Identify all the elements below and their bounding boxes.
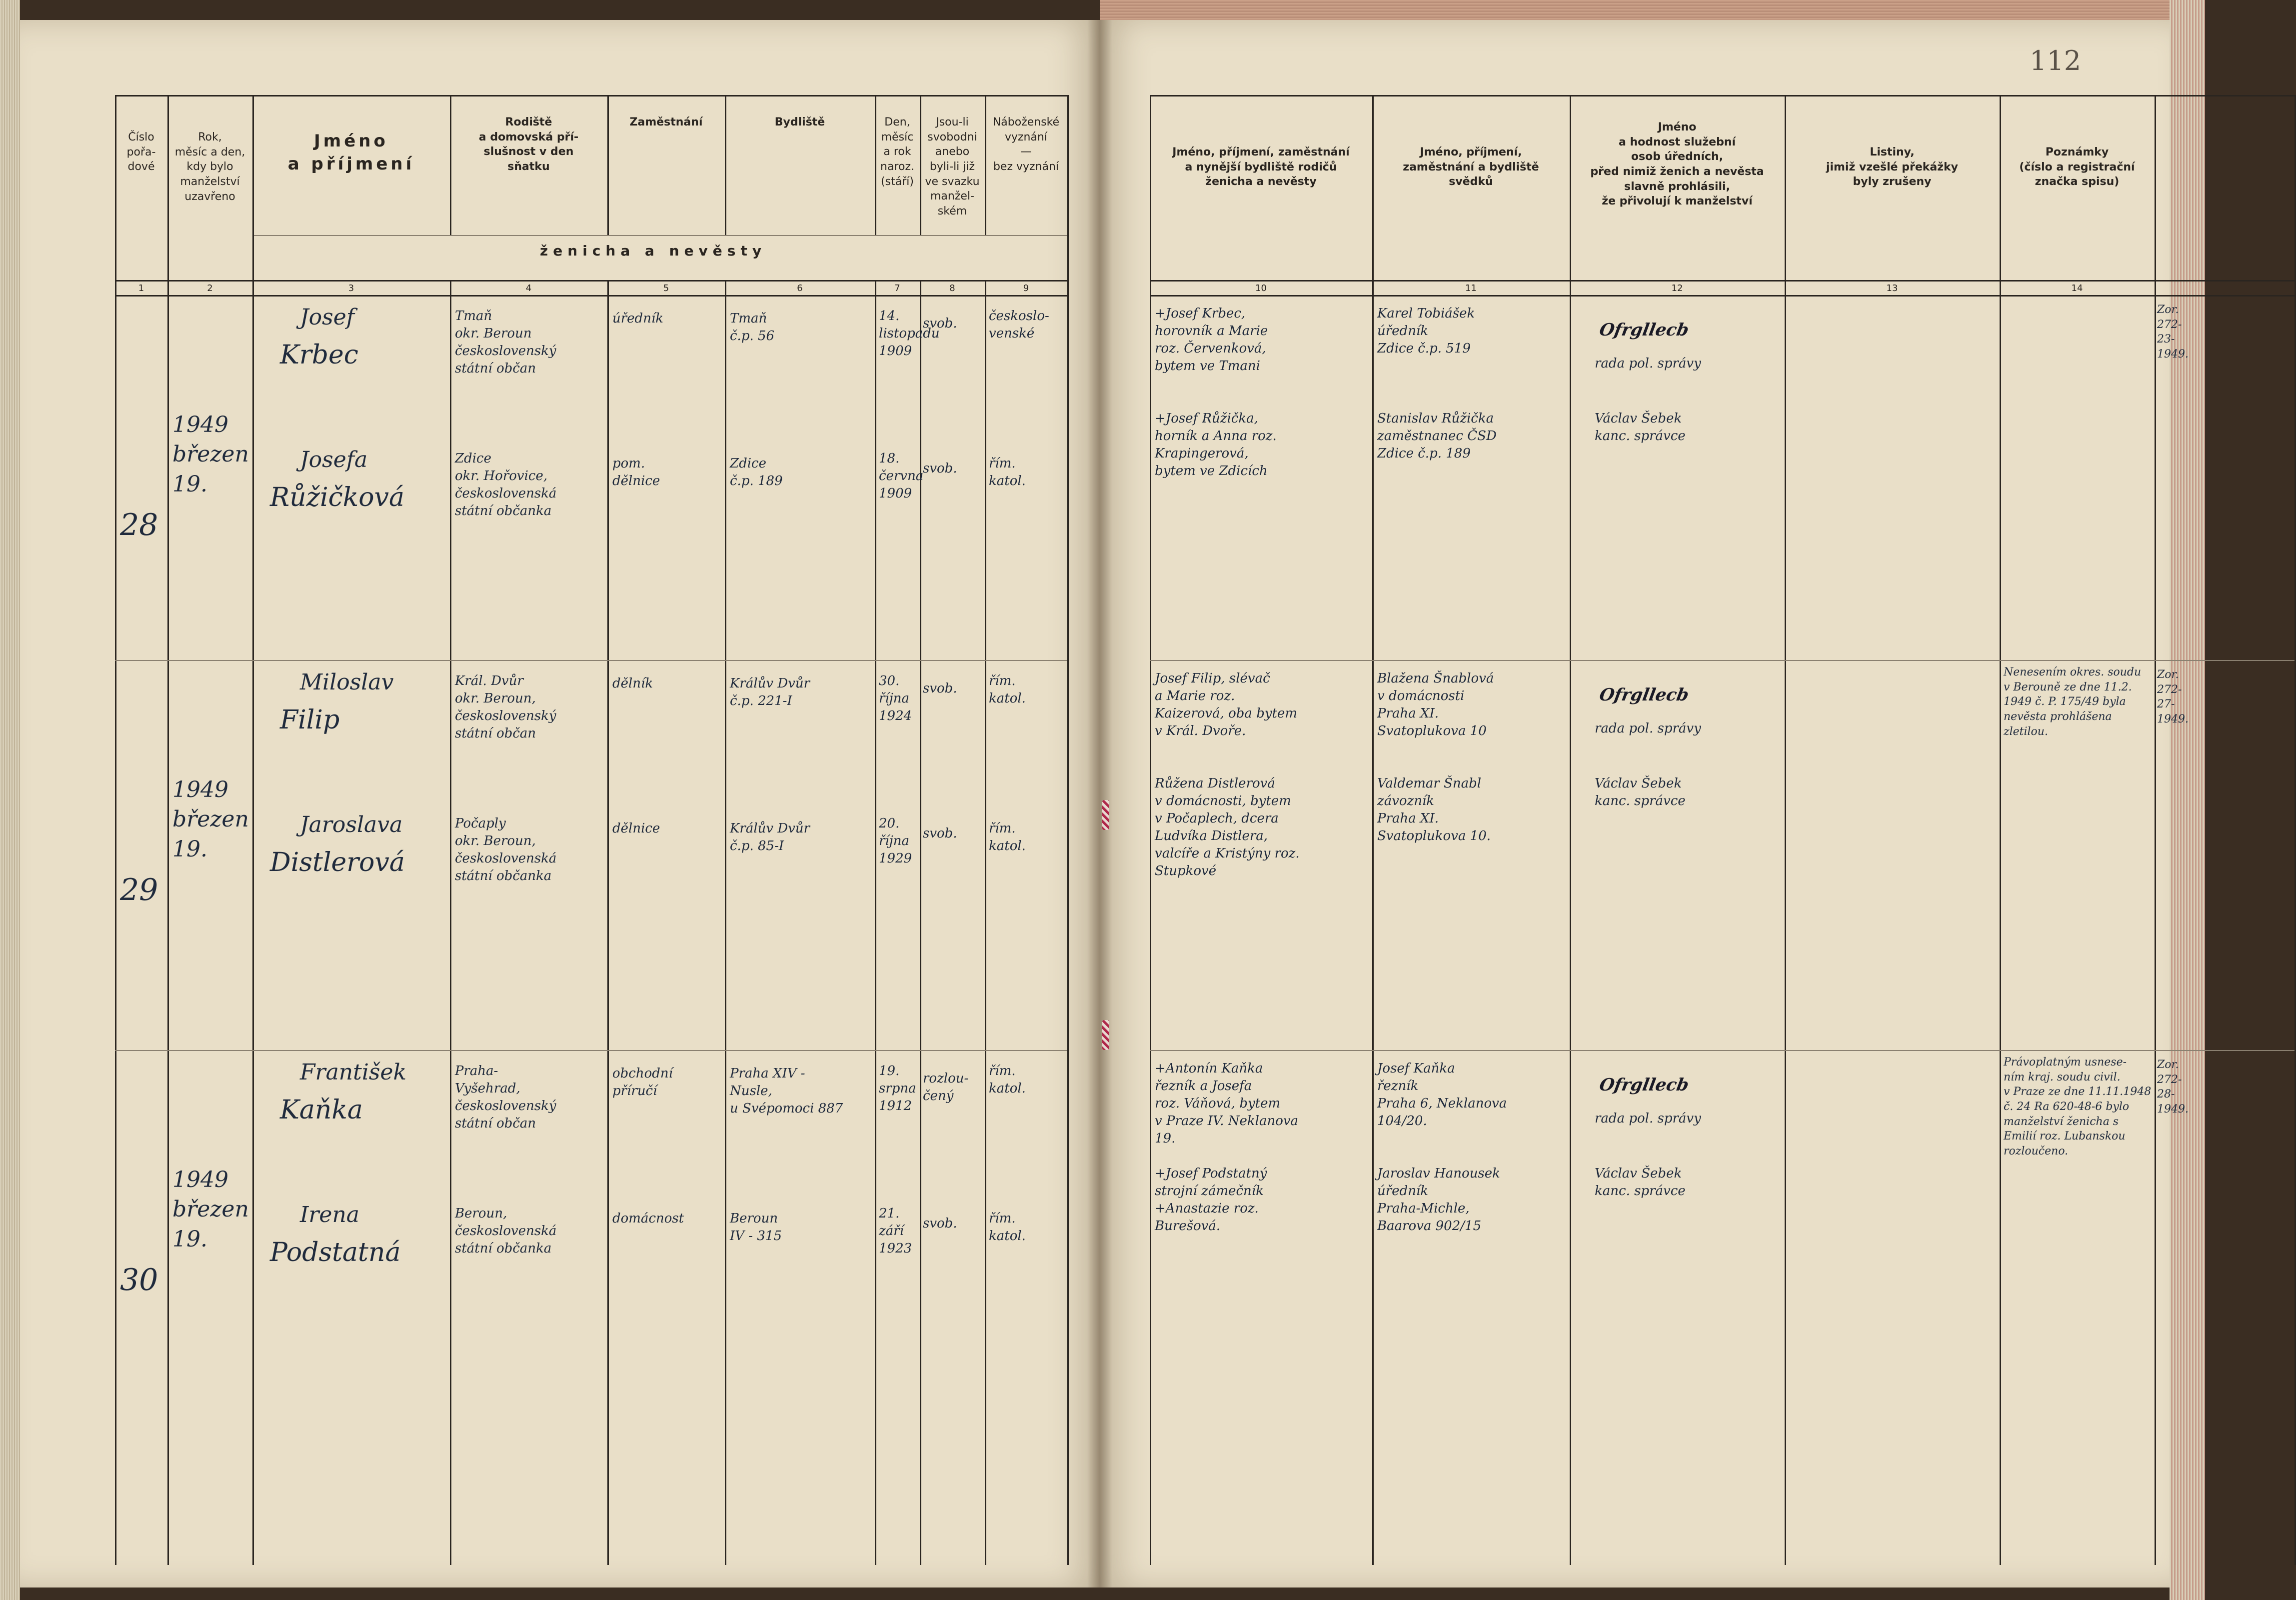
- groom-last-name: Filip: [280, 705, 340, 735]
- groom-marital-status: rozlou- čený: [923, 1071, 969, 1104]
- column-number: 10: [1255, 283, 1267, 294]
- bride-religion: řím. katol.: [989, 1211, 1026, 1244]
- bride-birthplace: Beroun, československá státní občanka: [455, 1206, 557, 1256]
- header-c8: Jsou-li svobodni anebo byli-li již ve svazku manžel- ském: [925, 116, 980, 218]
- rule-line: [115, 660, 1067, 661]
- column-number: 4: [525, 283, 532, 294]
- header-c3: Jméno a příjmení: [287, 131, 415, 174]
- column-line: [450, 95, 451, 235]
- column-number: 9: [1023, 283, 1029, 294]
- official-role: rada pol. správy: [1595, 1111, 1701, 1126]
- column-line: [607, 95, 609, 235]
- groom-residence: Praha XIV - Nusle, u Svépomoci 887: [730, 1066, 843, 1116]
- header-c14: Poznámky (číslo a registrační značka spisu): [2019, 146, 2135, 188]
- marriage-date: 1949 březen 19.: [172, 777, 249, 862]
- column-line: [450, 281, 451, 1565]
- remarks-spis: Zor. 272-23-1949.: [2157, 304, 2189, 361]
- groom-birthdate: 14. listopadu 1909: [879, 308, 940, 359]
- column-line: [725, 281, 726, 1565]
- remarks-spis: Zor. 272-27-1949.: [2157, 668, 2189, 726]
- column-number: 11: [1465, 283, 1477, 294]
- clerk-signature: Václav Šebek kanc. správce: [1595, 411, 1686, 444]
- bride-last-name: Distlerová: [270, 848, 405, 878]
- rule-line: [115, 1050, 1067, 1051]
- groom-parents: +Josef Krbec, horovník a Marie roz. Červenková, bytem ve Tmani: [1155, 306, 1268, 374]
- rule-line: [1150, 280, 2295, 282]
- column-line: [252, 95, 254, 1565]
- marriage-date: 1949 březen 19.: [172, 1167, 249, 1252]
- bride-birthdate: 21. září 1923: [879, 1206, 912, 1256]
- groom-marital-status: svob.: [923, 681, 957, 696]
- groom-parents: Josef Filip, slévač a Marie roz. Kaizerová, oba bytem v Král. Dvoře.: [1155, 671, 1298, 739]
- header-c6: Bydliště: [774, 116, 825, 128]
- header-c1: Číslo pořa- dové: [126, 131, 156, 174]
- groom-first-name: Miloslav: [300, 670, 394, 695]
- groom-first-name: František: [300, 1060, 407, 1085]
- column-line: [115, 95, 116, 1565]
- column-line: [1150, 95, 1151, 1565]
- official-signature: Ofrgllecb: [1598, 685, 1691, 705]
- groom-birthplace: Praha- Vyšehrad, československý státní občan: [455, 1064, 556, 1132]
- bride-first-name: Josefa: [300, 447, 368, 472]
- column-line: [607, 281, 609, 1565]
- header-c13: Listiny, jimiž vzešlé překážky byly zrušeny: [1826, 146, 1959, 188]
- groom-birthplace: Král. Dvůr okr. Beroun, československý státní občan: [455, 674, 556, 742]
- bride-parents: Růžena Distlerová v domácnosti, bytem v Počaplech, dcera Ludvíka Distlera, valcíře a Kristýny roz. Stupkové: [1155, 776, 1300, 879]
- header-c4: Rodiště a domovská pří- slušnost v den sňatku: [478, 116, 579, 174]
- groom-residence: Králův Dvůr č.p. 221-I: [730, 676, 810, 709]
- bride-residence: Beroun IV - 315: [730, 1211, 782, 1244]
- column-line: [875, 95, 876, 235]
- groom-first-name: Josef: [300, 304, 355, 330]
- rule-line: [1150, 295, 2295, 296]
- column-line: [1372, 95, 1374, 1565]
- column-line: [2155, 95, 2156, 1565]
- groom-last-name: Krbec: [280, 340, 358, 370]
- groom-occupation: obchodní příručí: [612, 1066, 673, 1099]
- binding-thread: [1102, 800, 1109, 830]
- groom-occupation: dělník: [612, 676, 653, 691]
- bride-birthplace: Počaply okr. Beroun, československá státní občanka: [455, 816, 557, 884]
- column-line: [920, 95, 921, 235]
- left-page: [20, 20, 1100, 1588]
- page-number: 112: [2030, 45, 2082, 76]
- official-role: rada pol. správy: [1595, 356, 1701, 371]
- official-signature: Ofrgllecb: [1598, 1075, 1691, 1095]
- witness-1: Josef Kaňka řezník Praha 6, Neklanova 104/20.: [1377, 1061, 1507, 1129]
- entry-number: 28: [120, 508, 158, 542]
- groom-birthplace: Tmaň okr. Beroun československý státní občan: [455, 308, 556, 376]
- rule-line: [1150, 95, 2295, 96]
- groom-religion: řím. katol.: [989, 674, 1026, 706]
- column-number: 5: [663, 283, 669, 294]
- documents-note: Právoplatným usnese- ním kraj. soudu civil. v Praze ze dne 11.11.1948 č. 24 Ra 620-48-6 bylo manželství ženicha s Emilií roz. Lubanskou rozloučeno.: [2004, 1056, 2152, 1158]
- bride-occupation: dělnice: [612, 821, 660, 836]
- official-role: rada pol. správy: [1595, 721, 1701, 736]
- bride-marital-status: svob.: [923, 826, 957, 841]
- rule-line: [115, 280, 1067, 282]
- rule-line: [1150, 660, 2295, 661]
- rule-line: [252, 235, 1067, 236]
- column-line: [1570, 95, 1571, 1565]
- bride-parents: +Josef Růžička, horník a Anna roz. Krapingerová, bytem ve Zdicích: [1155, 411, 1277, 479]
- bride-residence: Králův Dvůr č.p. 85-I: [730, 821, 810, 854]
- bride-marital-status: svob.: [923, 1216, 957, 1231]
- page-edges-top: [1100, 0, 2170, 20]
- page-edges-left: [0, 0, 20, 1600]
- bride-residence: Zdice č.p. 189: [730, 456, 783, 489]
- header-c11: Jméno, příjmení, zaměstnání a bydliště svědků: [1403, 146, 1539, 188]
- column-line: [985, 95, 986, 235]
- bride-birthplace: Zdice okr. Hořovice, československá státní občanka: [455, 451, 557, 519]
- column-number: 6: [797, 283, 803, 294]
- bride-parents: +Josef Podstatný strojní zámečník +Anastazie roz. Burešová.: [1155, 1166, 1267, 1234]
- column-line: [1785, 95, 1786, 1565]
- clerk-signature: Václav Šebek kanc. správce: [1595, 1166, 1686, 1199]
- bride-occupation: domácnost: [612, 1211, 684, 1226]
- column-number: 8: [949, 283, 955, 294]
- bride-occupation: pom. dělnice: [612, 456, 660, 489]
- entry-number: 29: [120, 872, 158, 908]
- bride-first-name: Jaroslava: [300, 812, 403, 838]
- bride-birthdate: 20. října 1929: [879, 816, 912, 866]
- header-c2: Rok, měsíc a den, kdy bylo manželství uzavřeno: [174, 131, 245, 203]
- witness-2: Jaroslav Hanousek úředník Praha-Michle, Baarova 902/15: [1377, 1166, 1500, 1234]
- column-number: 1: [138, 283, 144, 294]
- column-line: [1067, 95, 1069, 1565]
- binding-thread: [1102, 1020, 1109, 1050]
- header-c10: Jméno, příjmení, zaměstnání a nynější bydliště rodičů ženicha a nevěsty: [1172, 146, 1350, 188]
- header-group-label: ženicha a nevěsty: [540, 242, 767, 259]
- groom-residence: Tmaň č.p. 56: [730, 311, 775, 344]
- header-c12: Jméno a hodnost služební osob úředních, před nimiž ženich a nevěsta slavně prohlásili, že přivolují k manželství: [1590, 121, 1764, 208]
- remarks-spis: Zor. 272-28-1949.: [2157, 1058, 2189, 1116]
- column-line: [985, 281, 986, 1565]
- official-signature: Ofrgllecb: [1598, 320, 1691, 340]
- groom-marital-status: svob.: [923, 316, 957, 331]
- witness-1: Blažena Šnablová v domácnosti Praha XI. Svatoplukova 10: [1377, 671, 1494, 739]
- column-number: 14: [2071, 283, 2083, 294]
- bride-first-name: Irena: [300, 1202, 360, 1228]
- groom-religion: českoslo- venské: [989, 308, 1049, 342]
- bride-religion: řím. katol.: [989, 456, 1026, 489]
- groom-parents: +Antonín Kaňka řezník a Josefa roz. Váňová, bytem v Praze IV. Neklanova 19.: [1155, 1061, 1299, 1146]
- column-number: 7: [894, 283, 900, 294]
- witness-1: Karel Tobiášek úředník Zdice č.p. 519: [1377, 306, 1475, 356]
- bride-last-name: Podstatná: [270, 1238, 401, 1268]
- header-c7: Den, měsíc a rok naroz. (stáří): [880, 116, 914, 188]
- header-c5: Zaměstnání: [629, 116, 703, 128]
- column-line: [2000, 95, 2001, 1565]
- documents-note: Nenesením okres. soudu v Berouně ze dne 11.2. 1949 č. P. 175/49 byla nevěsta prohlášena zletilou.: [2004, 666, 2142, 738]
- bride-marital-status: svob.: [923, 461, 957, 476]
- page-edges-right: [2170, 0, 2205, 1600]
- bride-last-name: Růžičková: [270, 482, 404, 512]
- column-line: [725, 95, 726, 235]
- column-line: [167, 95, 169, 1565]
- rule-line: [115, 295, 1067, 296]
- entry-number: 30: [120, 1262, 158, 1298]
- column-number: 2: [207, 283, 213, 294]
- bride-religion: řím. katol.: [989, 821, 1026, 854]
- column-number: 13: [1886, 283, 1898, 294]
- column-line: [875, 281, 876, 1565]
- marriage-date: 1949 březen 19.: [172, 412, 249, 497]
- groom-religion: řím. katol.: [989, 1064, 1026, 1096]
- witness-2: Stanislav Růžička zaměstnanec ČSD Zdice č.p. 189: [1377, 411, 1497, 462]
- rule-line: [1150, 1050, 2295, 1051]
- column-number: 3: [348, 283, 354, 294]
- groom-last-name: Kaňka: [280, 1095, 363, 1125]
- groom-birthdate: 30. října 1924: [879, 674, 912, 724]
- groom-birthdate: 19. srpna 1912: [879, 1064, 916, 1114]
- clerk-signature: Václav Šebek kanc. správce: [1595, 776, 1686, 809]
- groom-occupation: úředník: [612, 311, 664, 326]
- column-number: 12: [1671, 283, 1683, 294]
- rule-line: [115, 95, 1067, 96]
- right-page: [1100, 20, 2189, 1588]
- witness-2: Valdemar Šnabl závozník Praha XI. Svatoplukova 10.: [1377, 776, 1491, 844]
- bride-birthdate: 18. června 1909: [879, 451, 924, 502]
- header-c9: Náboženské vyznání — bez vyznání: [992, 116, 1060, 174]
